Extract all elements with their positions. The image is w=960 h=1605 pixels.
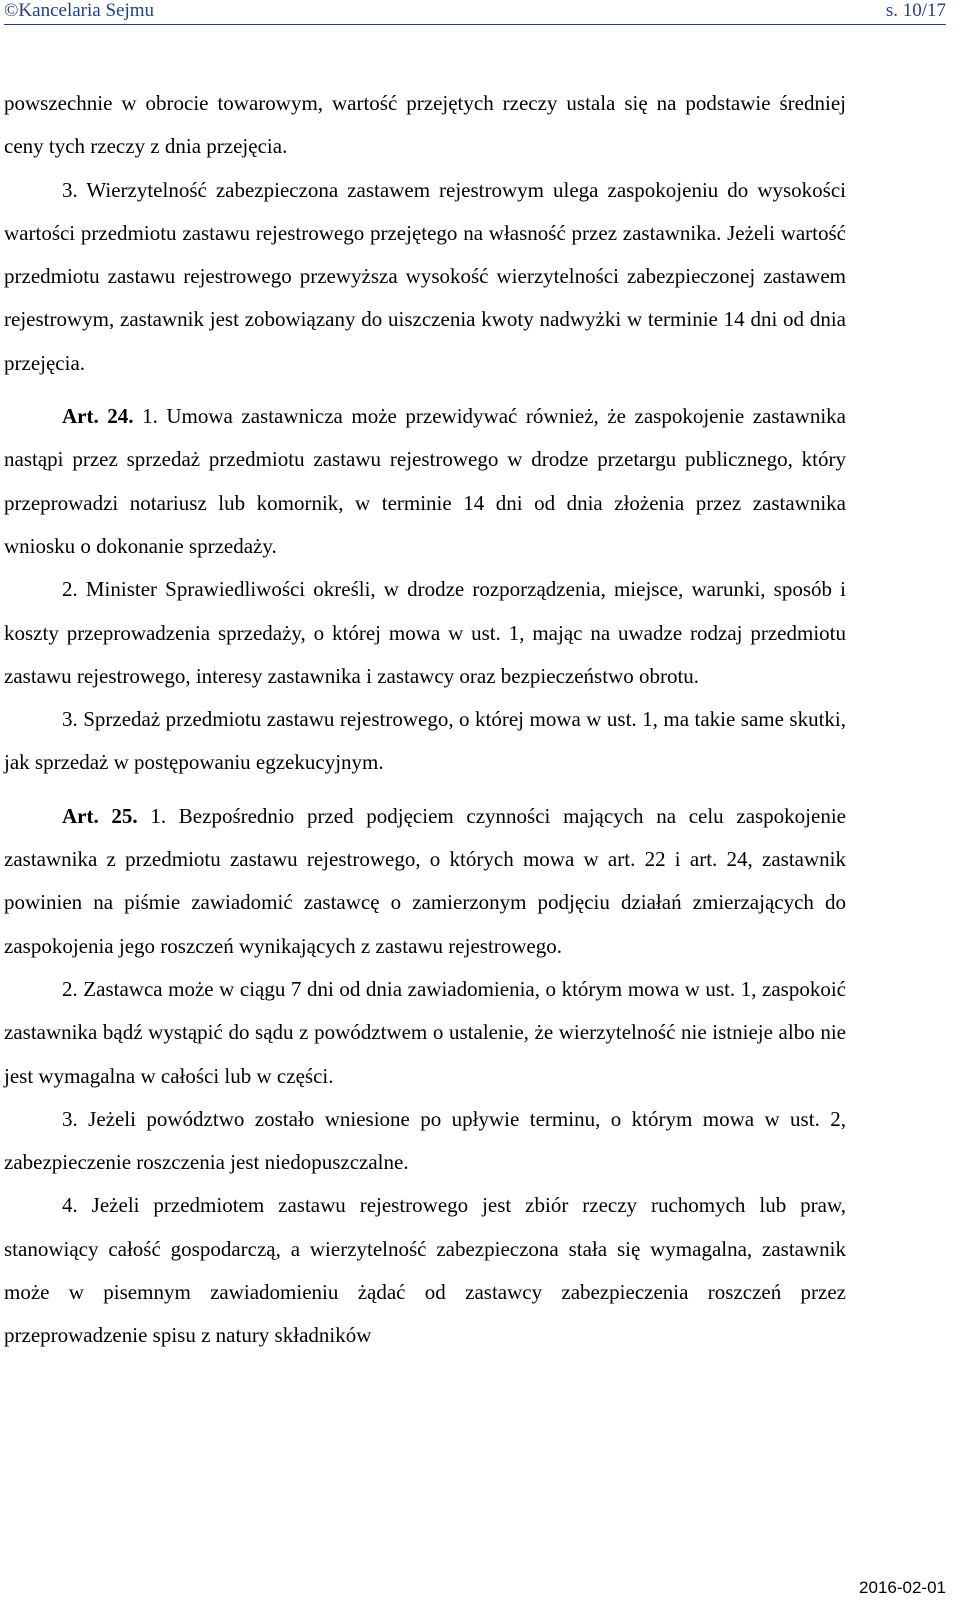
paragraph-text: 1. Bezpośrednio przed podjęciem czynności mających na celu zaspokojenie zastawnika z przedmiotu zastawu rejestrowego, o których mowa w art. 22 i art. 24, zastawnik powinien na piśmie zawiadomić zastawcę o zamierzonym podjęciu działań zmierzających do zaspokojenia jego roszczeń wynikających z zastawu rejestrowego. <box>4 803 846 958</box>
document-body <box>4 82 846 1358</box>
paragraph-art25-ust2 <box>4 968 846 1098</box>
article-label: Art. 24. <box>62 404 134 429</box>
paragraph-text: 3. Sprzedaż przedmiotu zastawu rejestrowego, o której mowa w ust. 1, ma takie same skutki, jak sprzedaż w postępowaniu egzekucyjnym. <box>4 707 846 775</box>
paragraph-text: 3. Jeżeli powództwo zostało wniesione po upływie terminu, o którym mowa w ust. 2, zabezpieczenie roszczenia jest niedopuszczalne. <box>4 1106 846 1175</box>
paragraph-art25-ust4 <box>4 1184 846 1357</box>
header-divider <box>4 24 946 25</box>
footer-date: 2016-02-01 <box>859 1578 946 1597</box>
article-label: Art. 25. <box>62 803 138 828</box>
paragraph-art24-ust1 <box>4 395 846 568</box>
paragraph-art25-ust3 <box>4 1098 846 1185</box>
paragraph-art24-ust3 <box>4 698 846 785</box>
paragraph-art25-ust1 <box>4 795 846 968</box>
paragraph-text: 2. Minister Sprawiedliwości określi, w drodze rozporządzenia, miejsce, warunki, sposób i koszty przeprowadzenia sprzedaży, o której mowa w ust. 1, mając na uwadze rodzaj przedmiotu zastawu rejestrowego, interesy zastawnika i zastawcy oraz bezpieczeństwo obrotu. <box>4 577 846 688</box>
paragraph-art24-ust2 <box>4 568 846 698</box>
paragraph-continuation <box>4 82 846 169</box>
paragraph-text: 3. Wierzytelność zabezpieczona zastawem rejestrowym ulega zaspokojeniu do wysokości wartości przedmiotu zastawu rejestrowego przejętego na własność przez zastawnika. Jeżeli wartość przedmiotu zastawu rejestrowego przewyższa wysokość wierzytelności zabezpieczonej zastawem rejestrowym, zastawnik jest zobowiązany do uiszczenia kwoty nadwyżki w terminie 14 dni od dnia przejęcia. <box>4 177 846 375</box>
header-source: ©Kancelaria Sejmu <box>4 0 155 21</box>
paragraph-text: 2. Zastawca może w ciągu 7 dni od dnia zawiadomienia, o którym mowa w ust. 1, zaspokoić zastawnika bądź wystąpić do sądu z powództwem o ustalenie, że wierzytelność nie istnieje albo nie jest wymagalna w całości lub w części. <box>4 976 846 1088</box>
paragraph-art23-ust3 <box>4 169 846 385</box>
header-page-number: s. 10/17 <box>885 0 946 21</box>
paragraph-text: 4. Jeżeli przedmiotem zastawu rejestrowego jest zbiór rzeczy ruchomych lub praw, stanowiący całość gospodarczą, a wierzytelność zabezpieczona stała się wymagalna, zastawnik może w pisemnym zawiadomieniu żądać od zastawcy zabezpieczenia roszczeń przez przeprowadzenie spisu z natury składników <box>4 1193 846 1348</box>
paragraph-text: 1. Umowa zastawnicza może przewidywać również, że zaspokojenie zastawnika nastąpi przez sprzedaż przedmiotu zastawu rejestrowego w drodze przetargu publicznego, który przeprowadzi notariusz lub komornik, w terminie 14 dni od dnia złożenia przez zastawnika wniosku o dokonanie sprzedaży. <box>4 404 846 558</box>
paragraph-text: powszechnie w obrocie towarowym, wartość przejętych rzeczy ustala się na podstawie średniej ceny tych rzeczy z dnia przejęcia. <box>4 91 846 159</box>
